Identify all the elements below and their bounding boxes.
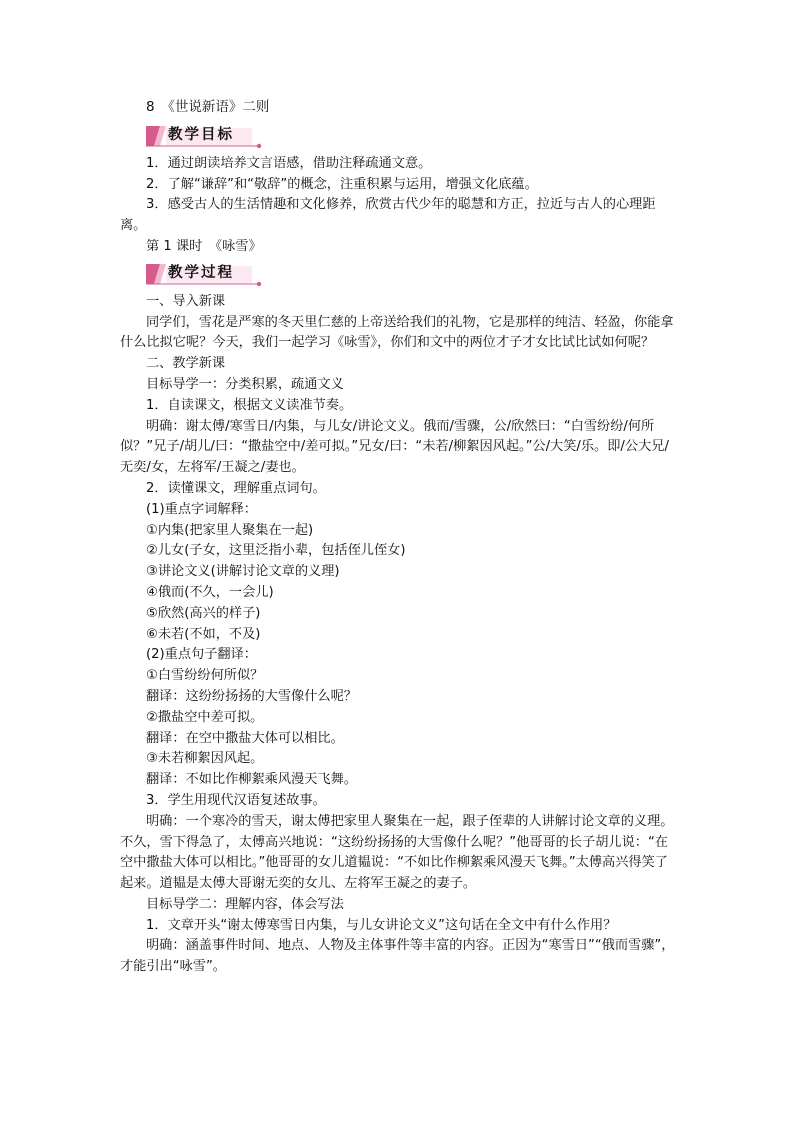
- step-item: 1．文章开头“谢太傅寒雪日内集，与儿女讲论文义”这句话在全文中有什么作用？: [146, 917, 617, 933]
- list-item: ③讲论文义(讲解讨论文章的义理): [146, 564, 340, 580]
- subsection-heading: 目标导学一：分类积累，疏通文义: [146, 376, 344, 392]
- list-item: ①白雪纷纷何所似？: [146, 668, 264, 684]
- banner-title: 教学过程: [168, 263, 234, 281]
- list-item: 翻译：在空中撒盐大体可以相比。: [146, 730, 344, 746]
- step-item: 1．自读课文，根据文义读准节奏。: [146, 397, 353, 413]
- list-item: ②撒盐空中差可拟。: [146, 709, 264, 725]
- document-content: [120, 97, 676, 978]
- paragraph: 明确：一个寒冷的雪天，谢太傅把家里人聚集在一起，跟子侄辈的人讲解讨论文章的义理。不久，雪下得急了，太傅高兴地说：“这纷纷扬扬的大雪像什么呢？”他哥哥的长子胡儿说：“在空中撒盐大体可以相比。”他哥哥的女儿道韫说：“不如比作柳絮乘风漫天飞舞。”太傅高兴得笑了起来。道韫是太傅大哥谢无奕的女儿、左将军王凝之的妻子。: [120, 813, 674, 892]
- list-item: ②儿女(子女，这里泛指小辈，包括侄儿侄女): [146, 543, 406, 559]
- paragraph: 同学们，雪花是严寒的冬天里仁慈的上帝送给我们的礼物，它是那样的纯洁、轻盈，你能拿什么比拟它呢？今天，我们一起学习《咏雪》，你们和文中的两位才子才女比试比试如何呢？: [120, 314, 674, 351]
- list-item: ⑤欣然(高兴的样子): [146, 605, 261, 621]
- banner-title: 教学目标: [168, 125, 234, 143]
- goal-item: 2．了解“谦辞”和“敬辞”的概念，注重积累与运用，增强文化底蕴。: [146, 176, 538, 192]
- list-item: 翻译：这纷纷扬扬的大雪像什么呢？: [146, 688, 357, 704]
- paragraph: 明确：涵盖事件时间、地点、人物及主体事件等丰富的内容。正因为“寒雪日”“俄而雪骤”，才能引出“咏雪”。: [120, 938, 675, 975]
- list-item: ①内集(把家里人聚集在一起): [146, 522, 314, 538]
- section-heading: 二、教学新课: [146, 356, 226, 372]
- list-item: ④俄而(不久，一会儿): [146, 584, 274, 600]
- chapter-title: 8 《世说新语》二则: [146, 99, 270, 115]
- subsection-heading: 目标导学二：理解内容，体会写法: [146, 896, 344, 912]
- lesson-title: 第 1 课时 《咏雪》: [146, 238, 262, 254]
- list-item: 翻译：不如比作柳絮乘风漫天飞舞。: [146, 772, 357, 788]
- paragraph: 明确：谢太傅/寒雪日/内集，与儿女/讲论文义。俄而/雪骤，公/欣然曰：“白雪纷纷/何所似？”兄子/胡儿/曰：“撒盐空中/差可拟。”兄女/曰：“未若/柳絮因风起。”公/大笑/乐。即/公大兄/无奕/女，左将军/王凝之/妻也。: [120, 418, 669, 476]
- section-heading: 一、导入新课: [146, 293, 226, 309]
- section-banner-process: [146, 260, 266, 288]
- goal-item: 3．感受古人的生活情趣和文化修养，欣赏古代少年的聪慧和方正，拉近与古人的心理距离。: [120, 197, 656, 234]
- list-item: ⑥未若(不如，不及): [146, 626, 261, 642]
- step-item: 2．读懂课文，理解重点词句。: [146, 480, 326, 496]
- list-heading: (1)重点字词解释：: [146, 501, 257, 517]
- section-banner-goals: [146, 122, 266, 150]
- list-item: ③未若柳絮因风起。: [146, 751, 264, 767]
- goal-item: 1．通过朗读培养文言语感，借助注释疏通文意。: [146, 155, 432, 171]
- step-item: 3．学生用现代汉语复述故事。: [146, 792, 326, 808]
- list-heading: (2)重点句子翻译：: [146, 647, 257, 663]
